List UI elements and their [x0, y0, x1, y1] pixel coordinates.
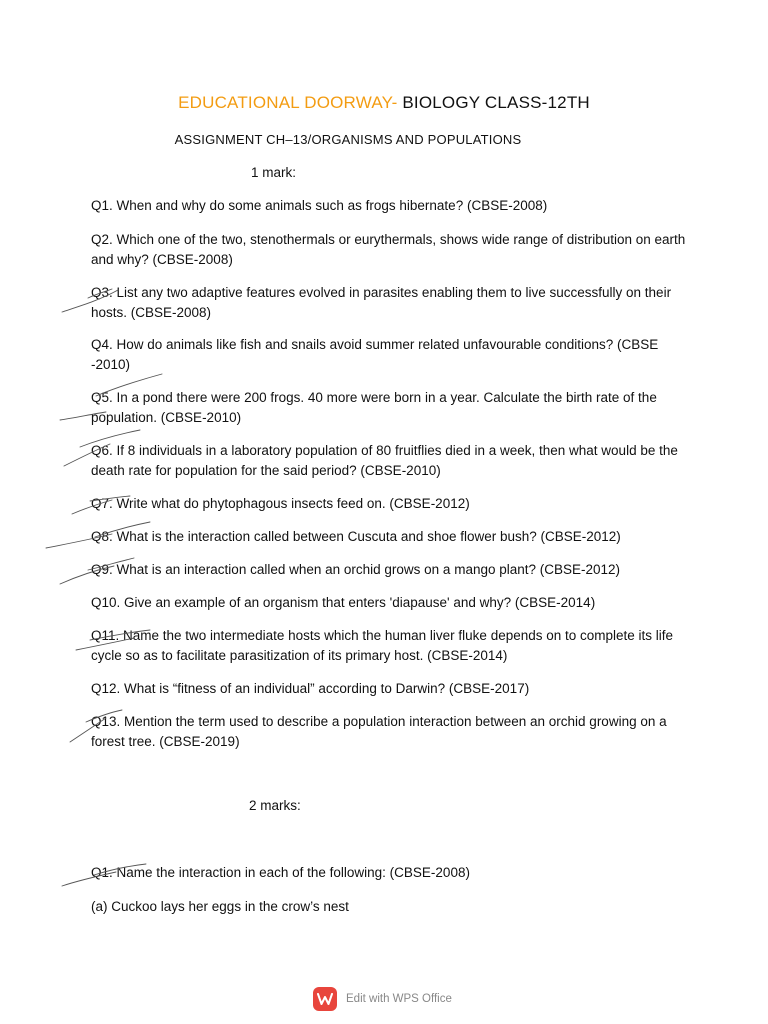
question-item: Q5. In a pond there were 200 frogs. 40 more were born in a year. Calculate the birth rate of the population. (CBSE-2010): [91, 390, 657, 425]
question-item: Q7. Write what do phytophagous insects feed on. (CBSE-2012): [91, 496, 470, 511]
assignment-heading: ASSIGNMENT CH–13/ORGANISMS AND POPULATIONS: [174, 132, 522, 147]
question-item: Q1. When and why do some animals such as frogs hibernate? (CBSE-2008): [91, 198, 548, 213]
question-item: Q1. Name the interaction in each of the following: (CBSE-2008): [91, 865, 470, 880]
one-mark-heading: 1 mark:: [251, 165, 297, 180]
wps-w-icon: [313, 987, 337, 1011]
wps-label: Edit with WPS Office: [346, 993, 452, 1005]
question-item: Q11. Name the two intermediate hosts which the human liver fluke depends on to complete its life cycle so as to facilitate parasitization of its primary host. (CBSE-2014): [91, 628, 674, 663]
question-item: Q6. If 8 individuals in a laboratory population of 80 fruitflies died in a week, then what would be the death rate for population for the said period? (CBSE-2010): [91, 443, 678, 478]
question-item: Q9. What is an interaction called when an orchid grows on a mango plant? (CBSE-2012): [91, 562, 621, 577]
brand-name: EDUCATIONAL DOORWAY-: [178, 93, 398, 112]
question-item: Q3. List any two adaptive features evolved in parasites enabling them to live successfully on their hosts. (CBSE-2008): [91, 285, 672, 320]
question-item: Q13. Mention the term used to describe a population interaction between an orchid growing on a forest tree. (CBSE-2019): [91, 714, 667, 749]
two-marks-heading: 2 marks:: [249, 798, 301, 813]
question-item: Q10. Give an example of an organism that enters 'diapause' and why? (CBSE-2014): [91, 595, 596, 610]
question-item: Q8. What is the interaction called between Cuscuta and shoe flower bush? (CBSE-2012): [91, 529, 621, 544]
question-item: Q4. How do animals like fish and snails avoid summer related unfavourable conditions? (CBSE -2010): [91, 337, 659, 372]
question-item: Q2. Which one of the two, stenothermals or eurythermals, shows wide range of distribution on earth and why? (CBSE-2008): [91, 232, 686, 267]
page-title: [0, 93, 768, 113]
subject-title: BIOLOGY CLASS-12TH: [397, 93, 590, 112]
wps-watermark[interactable]: [313, 986, 452, 1012]
question-item: (a) Cuckoo lays her eggs in the crow’s nest: [91, 899, 349, 914]
question-item: Q12. What is “fitness of an individual” according to Darwin? (CBSE-2017): [91, 681, 530, 696]
